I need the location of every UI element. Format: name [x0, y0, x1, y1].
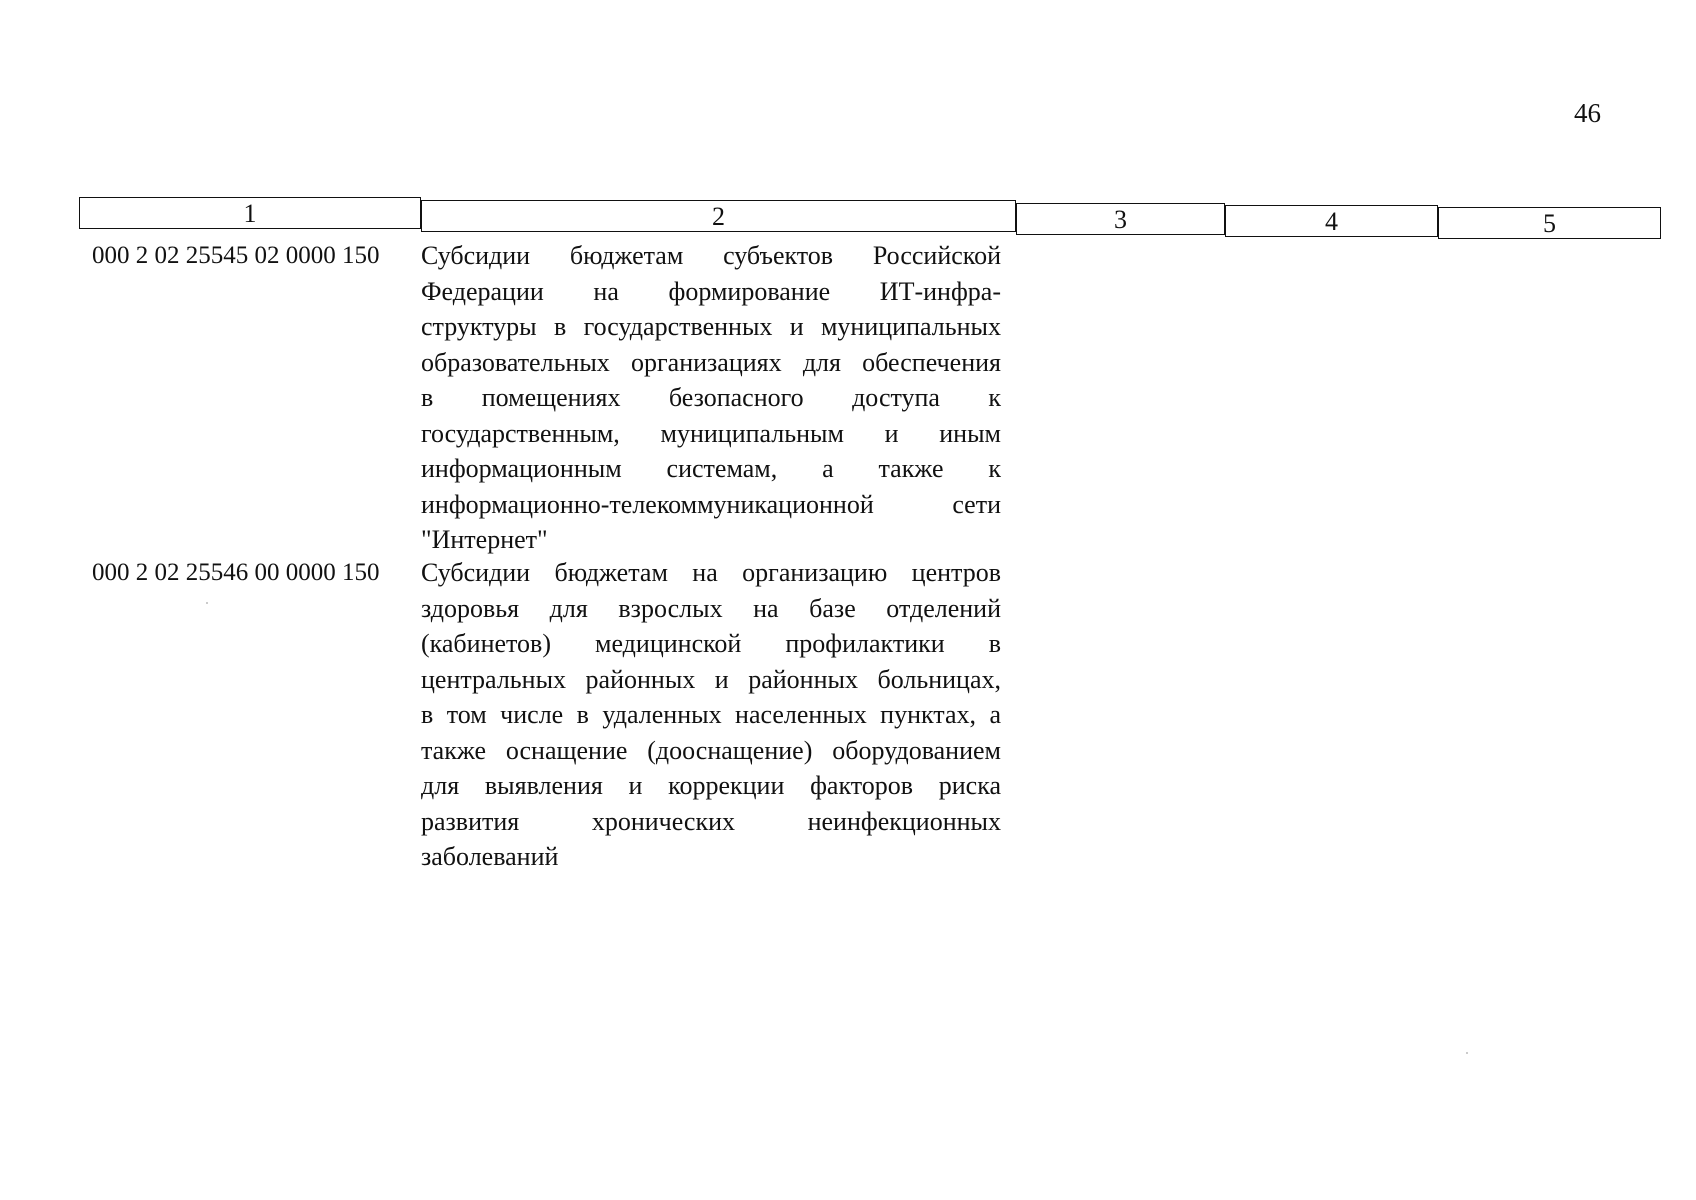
row-description [421, 555, 1001, 875]
header-cell-2: 2 [421, 200, 1016, 232]
description-line: государственным, муниципальным и иным [421, 418, 1001, 448]
description-line: здоровья для взрослых на базе отделений [421, 593, 1001, 623]
description-line: для выявления и коррекции факторов риска [421, 771, 1001, 800]
description-line: (кабинетов) медицинской профилактики в [421, 629, 1001, 658]
description-line: в том числе в удаленных населенных пунктах, а [421, 700, 1001, 729]
description-line: структуры в государственных и муниципальных [421, 312, 1001, 341]
header-cell-1: 1 [79, 197, 421, 229]
description-line: заболеваний [421, 842, 559, 871]
description-line: информационным системам, а также к [421, 454, 1001, 483]
scan-speck [1466, 1052, 1468, 1054]
header-cell-5: 5 [1438, 207, 1661, 239]
description-line: Субсидии бюджетам субъектов Российской [421, 241, 1001, 270]
scan-speck [206, 602, 208, 604]
description-line: информационно-телекоммуникационной сети [421, 489, 1001, 519]
row-description [421, 238, 1001, 558]
header-cell-3: 3 [1016, 203, 1225, 235]
description-line: Федерации на формирование ИТ-инфра- [421, 276, 1001, 306]
description-line: в помещениях безопасного доступа к [421, 383, 1001, 412]
description-line: развития хронических неинфекционных [421, 806, 1001, 836]
description-line: образовательных организациях для обеспечения [421, 347, 1001, 377]
description-line: "Интернет" [421, 525, 548, 554]
description-line: также оснащение (дооснащение) оборудованием [421, 735, 1001, 765]
description-line: центральных районных и районных больницах, [421, 664, 1001, 694]
budget-code: 000 2 02 25545 02 0000 150 [92, 242, 380, 269]
page-number: 46 [1574, 98, 1601, 128]
description-line: Субсидии бюджетам на организацию центров [421, 558, 1001, 587]
header-cell-4: 4 [1225, 205, 1438, 237]
budget-code: 000 2 02 25546 00 0000 150 [92, 559, 380, 586]
